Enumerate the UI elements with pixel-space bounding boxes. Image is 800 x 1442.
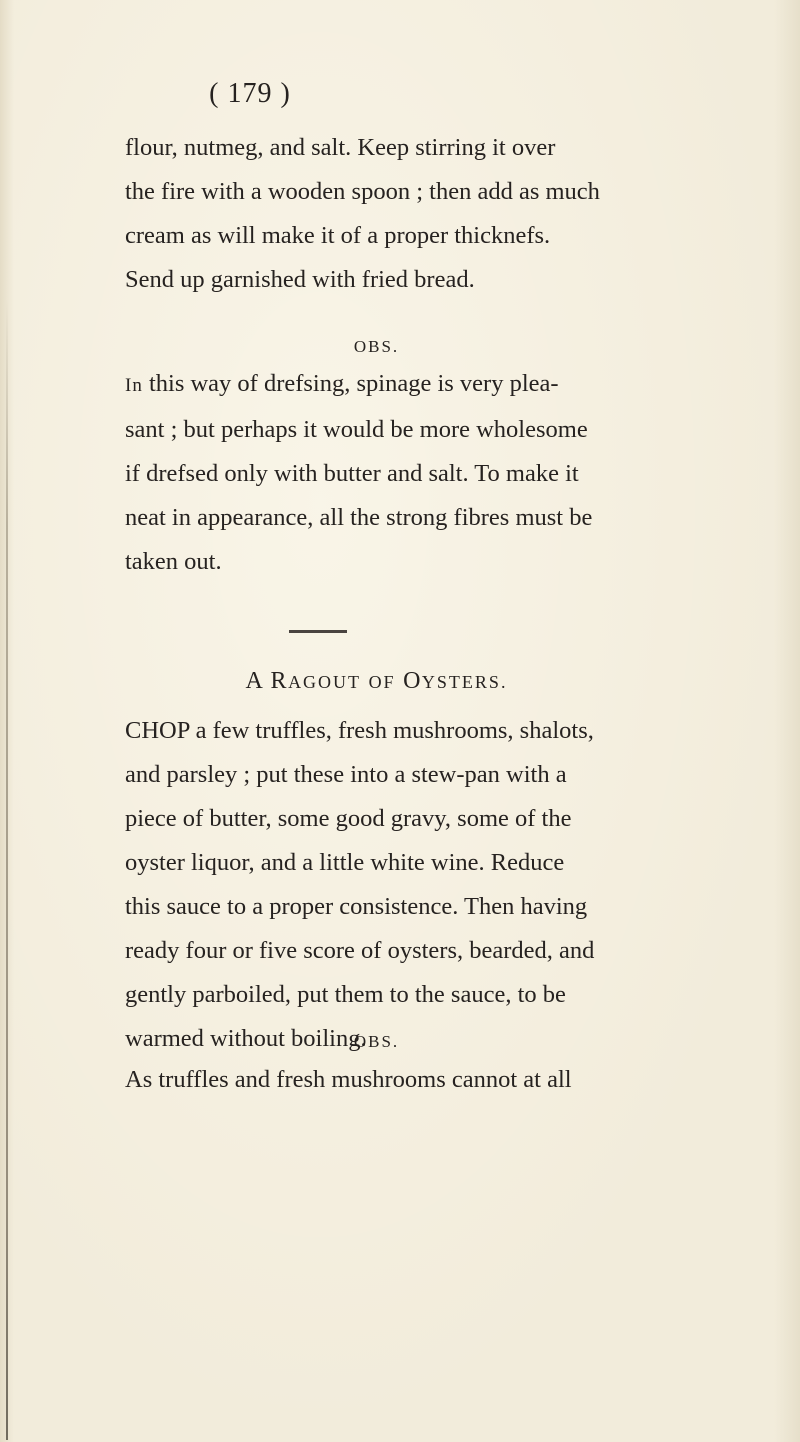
obs-heading: OBS. [353, 337, 400, 356]
text-line: gently parboiled, put them to the sauce, to be [125, 981, 566, 1008]
text-line: and parsley ; put these into a stew-pan with a [125, 761, 567, 788]
title-letter: R [270, 668, 289, 694]
paragraph-observation [125, 1058, 628, 1102]
text-line: ready four or five score of oysters, bearded, and [125, 937, 595, 964]
text-line: sant ; but perhaps it would be more wholesome [125, 416, 588, 443]
paragraph-observation [125, 362, 628, 584]
title-smallcaps: AGOUT [288, 672, 362, 692]
text-line: oyster liquor, and a little white wine. Reduce [125, 849, 565, 876]
text-line: cream as will make it of a proper thicknefs. [125, 222, 551, 249]
text-line: neat in appearance, all the strong fibres must be [125, 504, 593, 531]
text-line: piece of butter, some good gravy, some of the [125, 805, 572, 832]
text-line: As truffles and fresh mushrooms cannot at all [125, 1066, 572, 1093]
title-letter: A [245, 668, 264, 694]
drop-word: In [125, 375, 143, 396]
obs-heading: OBS. [353, 1032, 400, 1051]
text-line: warmed without boiling. [125, 1025, 367, 1052]
page-edge-right [774, 0, 800, 1442]
text-fragment: this way of drefsing, spinage is very plea- [142, 370, 559, 397]
text-line: this sauce to a proper consistence. Then having [125, 893, 588, 920]
page-number: ( 179 ) [209, 78, 291, 109]
text-line: flour, nutmeg, and salt. Keep stirring it over [125, 134, 556, 161]
recipe-body [125, 709, 628, 1061]
title-letter: O [403, 668, 422, 694]
title-smallcaps: OF [368, 672, 396, 692]
section-divider [289, 630, 347, 633]
text-line: taken out. [125, 548, 222, 575]
binding-gutter [6, 300, 8, 1440]
paragraph-continuation [125, 126, 628, 302]
text-line [125, 362, 628, 408]
title-smallcaps: YSTERS. [421, 672, 508, 692]
text-line: Send up garnished with fried bread. [125, 266, 475, 293]
text-line: if drefsed only with butter and salt. To make it [125, 460, 579, 487]
text-line: CHOP a few truffles, fresh mushrooms, shalots, [125, 717, 594, 744]
recipe-title [125, 668, 628, 695]
text-line: the fire with a wooden spoon ; then add as much [125, 178, 600, 205]
